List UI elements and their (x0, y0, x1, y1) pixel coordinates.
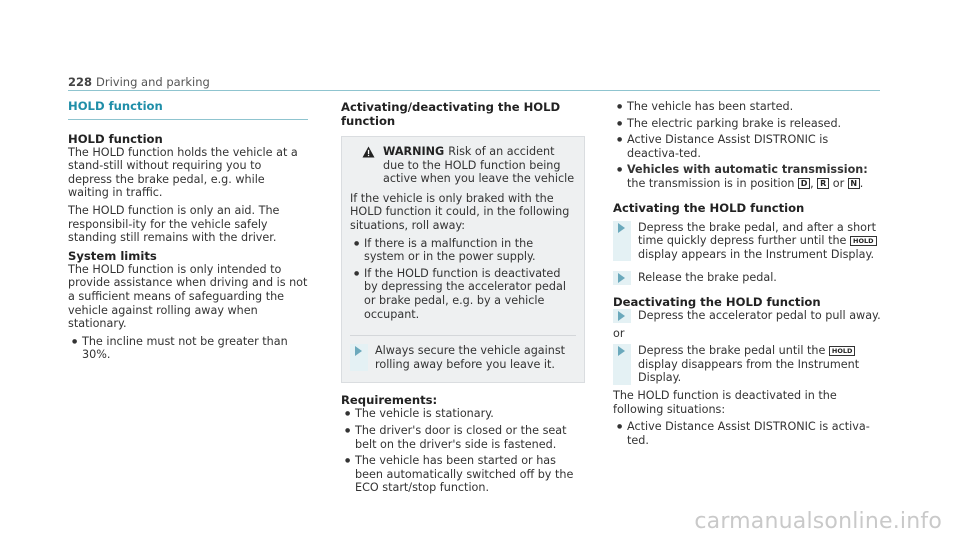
automatic-text: the transmission is in position (627, 176, 795, 190)
warning-header (350, 145, 576, 186)
step-accelerate (613, 309, 883, 323)
list-item: ● The driver's door is closed or the seat belt on the driver's side is fastened. (341, 424, 585, 451)
step-arrow-icon (618, 311, 625, 321)
step-text: Depress the accelerator pedal to pull away. (638, 308, 881, 322)
step-text-end: display appears in the Instrument Display. (638, 247, 875, 261)
gear-n-icon: N (848, 178, 860, 189)
warning-box (341, 136, 585, 383)
conjunction: or (832, 176, 845, 190)
step-arrow-icon (618, 273, 625, 283)
step-text: Release the brake pedal. (638, 271, 777, 285)
header-rule (68, 90, 880, 91)
deactivated-list (613, 420, 883, 447)
warning-triangle-icon (362, 146, 375, 186)
list-item: ● The incline must not be greater than 30%. (68, 335, 308, 362)
warning-divider (350, 335, 576, 336)
period: . (859, 176, 864, 190)
step-text: Depress the brake pedal, and after a short time quickly depress further until the (638, 220, 876, 248)
gear-d-icon: D (798, 178, 810, 189)
heading-hold-function: HOLD function (68, 131, 163, 146)
list-item: ● If there is a malfunction in the system or in the power supply. (350, 237, 576, 264)
step-arrow-icon (618, 346, 625, 356)
step-activate (613, 221, 883, 262)
warning-label: WARNING (383, 145, 445, 158)
watermark: carmanualsonline.info (694, 509, 942, 534)
gear-r-icon: R (817, 178, 829, 189)
paragraph-deactivated-situations: The HOLD function is deactivated in the following situations: (613, 388, 837, 416)
list-item-automatic (613, 163, 883, 190)
hold-display-icon: HOLD (850, 236, 877, 246)
warning-list (350, 237, 576, 322)
paragraph-hold-intro: The HOLD function holds the vehicle at a stand-still without requiring you to depress the brake pedal, e.g. while waiting in traffic. (68, 145, 298, 200)
heading-system-limits: System limits (68, 248, 157, 263)
heading-activating-hold: Activating the HOLD function (613, 200, 805, 215)
section-title-hold: HOLD function (68, 100, 308, 120)
list-item: ● The vehicle has been started. (613, 100, 883, 114)
warning-step (350, 344, 576, 371)
step-text: Always secure the vehicle against rolling away before you leave it. (375, 344, 566, 371)
paragraph-hold-aid: The HOLD function is only an aid. The responsibil-ity for the vehicle safely standing still remains with the driver. (68, 203, 280, 245)
heading-requirements: Requirements: (341, 393, 438, 408)
step-text: Depress the brake pedal until the (638, 344, 826, 358)
list-item: ● The vehicle is stationary. (341, 407, 585, 421)
limits-list (68, 335, 308, 362)
paragraph-system-limits: The HOLD function is only intended to provide assistance when driving and is not a sufficient means of safeguarding the vehicle against rolling away when stationary. (68, 262, 308, 331)
separator: , (810, 176, 814, 190)
or-text: or (613, 326, 625, 340)
step-arrow-icon (618, 223, 625, 233)
step-text-end: display disappears from the Instrument Display. (638, 357, 860, 385)
step-release (613, 271, 883, 285)
requirements-list-continued (613, 100, 883, 191)
page-header (68, 73, 880, 93)
list-item: ● Active Distance Assist DISTRONIC is activa-ted. (613, 420, 883, 447)
automatic-label: Vehicles with automatic transmission: (627, 163, 868, 177)
list-item: ● The vehicle has been started or has been automatically switched off by the ECO start/stop function. (341, 454, 585, 495)
heading-activating-deactivating: Activating/deactivating the HOLD function (341, 100, 561, 128)
column-right (613, 100, 883, 451)
requirements-list (341, 407, 585, 495)
list-item: ● If the HOLD function is deactivated by depressing the accelerator pedal or brake pedal, e.g. by a vehicle occupant. (350, 267, 576, 321)
warning-headline: Risk of an accident due to the HOLD function being active when you leave the vehicle (383, 145, 575, 186)
step-brake-until (613, 344, 883, 385)
page-number: 228 (68, 75, 93, 89)
hold-display-icon: HOLD (829, 346, 856, 356)
list-item: ● The electric parking brake is released. (613, 117, 883, 131)
heading-deactivating-hold: Deactivating the HOLD function (613, 294, 821, 309)
chapter-title: Driving and parking (96, 75, 210, 89)
step-arrow-icon (355, 346, 362, 356)
column-left (68, 100, 308, 366)
column-middle (341, 100, 585, 499)
warning-intro: If the vehicle is only braked with the HOLD function it could, in the following situations, roll away: (350, 191, 570, 232)
list-item: ● Active Distance Assist DISTRONIC is deactiva-ted. (613, 133, 883, 160)
